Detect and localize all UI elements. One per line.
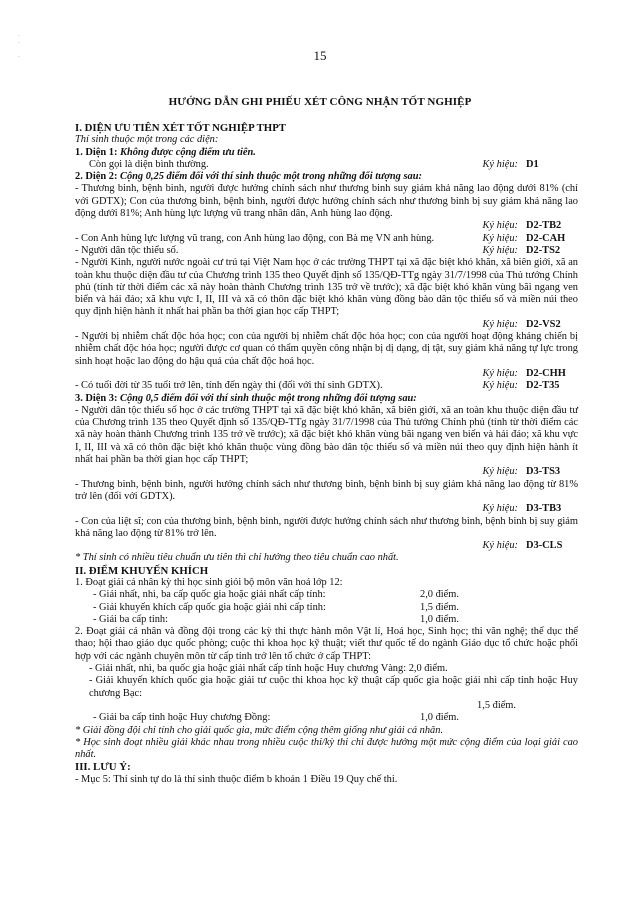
code-value: D2-CHH bbox=[526, 367, 566, 379]
code-value: D3-TB3 bbox=[526, 503, 562, 515]
dien-2-title: Cộng 0,25 điểm đối với thí sinh thuộc một trong những đối tượng sau: bbox=[120, 171, 422, 183]
d2-t35-row bbox=[75, 380, 578, 392]
d2-tb2-code bbox=[483, 220, 579, 232]
d3-cls-text: - Con của liệt sĩ; con của thương binh, bệnh binh, người được hưởng chính sách như thương binh, bệnh binh bị suy giảm khả năng lao động từ 81% trở lên. bbox=[75, 515, 578, 539]
d2-vs2-code-row bbox=[75, 319, 578, 331]
award-points: 1,5 điểm. bbox=[420, 601, 459, 613]
award-note-team: * Giải đồng đội chỉ tính cho giải quốc gia, mức điểm cộng thêm giống như giải cá nhân. bbox=[75, 724, 444, 736]
d2-t35-text: - Có tuổi đời từ 35 tuổi trở lên, tính đến ngày thi (đối với thí sinh GDTX). bbox=[75, 380, 383, 392]
d2-ts2-code bbox=[483, 245, 579, 257]
award-label: - Giải khuyến khích quốc gia hoặc giải tư cuộc thi khoa học kỹ thuật cấp quốc gia hoặc giải nhì cấp tỉnh hoặc Huy chương Bạc: bbox=[89, 675, 578, 699]
award-label: - Giải ba cấp tỉnh hoặc Huy chương Đồng: bbox=[93, 712, 271, 724]
award-2-bronze bbox=[75, 712, 578, 724]
d3-cls-code bbox=[483, 540, 579, 552]
code-label: Ký hiệu: bbox=[482, 244, 518, 256]
dien-3-heading bbox=[75, 393, 578, 405]
d2-ts2-text: - Người dân tộc thiểu số. bbox=[75, 244, 179, 256]
d2-t35-code bbox=[483, 380, 579, 392]
d3-ts3-text: - Người dân tộc thiểu số học ở các trường THPT tại xã đặc biệt khó khăn, xã biên giới, xã an toàn khu thuộc diện đầu tư của Chương trình 135 theo Quyết định số 135/QĐ-TTg ngày 31/7/1998 của Thủ tướng Chính phủ (tính từ thời điểm các xã này hoàn thành Chương trình 135 trở về trước); xã đặc biệt khó khăn vùng bãi ngang ven biển và hải đảo; xã khu vực I, II, III và xã có thôn đặc biệt khó khăn thuộc vùng đồng bào dân tộc thiểu số và miền núi theo quy định hiện hành ít nhất hai phần ba thời gian học cấp THPT; bbox=[75, 404, 578, 466]
code-label: Ký hiệu: bbox=[482, 367, 518, 379]
code-value: D1 bbox=[526, 158, 539, 170]
scan-specks: . . . bbox=[18, 29, 20, 59]
award-2-gold bbox=[75, 663, 578, 675]
award-points: 2,0 điểm. bbox=[420, 589, 459, 601]
code-label: Ký hiệu: bbox=[482, 158, 518, 170]
code-value: D2-TB2 bbox=[526, 220, 562, 232]
code-value: D2-CAH bbox=[526, 232, 566, 244]
d2-cah-row bbox=[75, 233, 578, 245]
dien-1-title: Không được cộng điểm ưu tiên. bbox=[120, 146, 256, 158]
d3-tb3-code bbox=[483, 503, 579, 515]
code-value: D2-TS2 bbox=[526, 244, 561, 256]
d2-vs2-code bbox=[483, 319, 579, 331]
dien-2-heading bbox=[75, 171, 578, 183]
code-label: Ký hiệu: bbox=[482, 503, 518, 515]
d2-tb2-code-row bbox=[75, 220, 578, 232]
dien-1-row bbox=[75, 159, 578, 171]
award-label: - Giải nhất, nhì, ba quốc gia hoặc giải nhất cấp tỉnh hoặc Huy chương Vàng: bbox=[89, 663, 407, 675]
code-label: Ký hiệu: bbox=[482, 318, 518, 330]
section-1-heading: I. DIỆN ƯU TIÊN XÉT TỐT NGHIỆP THPT bbox=[75, 122, 287, 134]
dien-3-prefix: 3. Diện 3: bbox=[75, 392, 121, 404]
award-points: 1,5 điểm. bbox=[477, 699, 516, 711]
award-1-item bbox=[75, 602, 578, 614]
code-label: Ký hiệu: bbox=[482, 220, 518, 232]
code-label: Ký hiệu: bbox=[482, 232, 518, 244]
dien-3-title: Cộng 0,5 điểm đối với thí sinh thuộc một trong những đối tượng sau: bbox=[120, 392, 417, 404]
code-label: Ký hiệu: bbox=[482, 540, 518, 552]
section-3-heading: III. LƯU Ý: bbox=[75, 761, 131, 774]
award-label: - Giải nhất, nhì, ba cấp quốc gia hoặc giải nhất cấp tỉnh: bbox=[93, 589, 326, 601]
award-label: - Giải ba cấp tỉnh: bbox=[93, 613, 169, 625]
award-1-item bbox=[75, 614, 578, 626]
d2-chh-text: - Người bị nhiễm chất độc hóa học; con của người bị nhiễm chất độc hóa học; con của người hoạt động kháng chiến bị nhiễm chất độc hóa học; người được cơ quan có thẩm quyền công nhận bị dị dạng, dị tật, suy giảm khả năng tự lực trong sinh hoạt hoặc lao động do hậu quả của chất độc hoá học. bbox=[75, 331, 578, 367]
award-2-silver bbox=[75, 675, 578, 700]
section-3-line: - Mục 5: Thí sinh tự do là thí sinh thuộc điểm b khoản 1 Điều 19 Quy chế thi. bbox=[75, 773, 398, 785]
dien-1-prefix: 1. Diện 1: bbox=[75, 146, 121, 158]
code-label: Ký hiệu: bbox=[482, 466, 518, 478]
page-title: HƯỚNG DẪN GHI PHIẾU XÉT CÔNG NHẬN TỐT NGHIỆP bbox=[168, 96, 472, 108]
d2-ts2-row bbox=[75, 245, 578, 257]
d2-cah-text: - Con Anh hùng lực lượng vũ trang, con Anh hùng lao động, con Bà mẹ VN anh hùng. bbox=[75, 232, 435, 244]
section-2-heading: II. ĐIỂM KHUYẾN KHÍCH bbox=[75, 564, 209, 577]
code-value: D3-CLS bbox=[526, 540, 563, 552]
d3-ts3-code bbox=[483, 466, 579, 478]
d3-tb3-text: - Thương binh, bệnh binh, người hưởng chính sách như thương binh, bệnh binh bị suy giảm khả năng lao động từ 81% trở lên (đối với GDTX). bbox=[75, 478, 578, 502]
award-points: 1,0 điểm. bbox=[420, 613, 459, 625]
dien-1-heading bbox=[75, 147, 578, 159]
dien-1-code bbox=[483, 159, 579, 171]
code-value: D2-VS2 bbox=[526, 318, 561, 330]
priority-note: * Thí sinh có nhiều tiêu chuẩn ưu tiên thì chỉ hưởng theo tiêu chuẩn cao nhất. bbox=[75, 552, 399, 564]
award-2-intro: 2. Đoạt giải cá nhân và đồng đội trong các kỳ thi thực hành môn Vật lí, Hoá học, Sinh học; thi văn nghệ; thể dục thể thao; hội thao giáo dục quốc phòng; cuộc thi khoa học kỹ thuật; viết thư quốc tế do ngành Giáo dục tổ chức hoặc phối hợp với các ngành chuyên môn từ cấp tỉnh trở lên tổ chức ở cấp THPT: bbox=[75, 626, 578, 662]
code-value: D3-TS3 bbox=[526, 466, 561, 478]
award-label: - Giải khuyến khích cấp quốc gia hoặc giải nhì cấp tỉnh: bbox=[93, 601, 326, 613]
d3-cls-code-row bbox=[75, 540, 578, 552]
code-value: D2-T35 bbox=[526, 380, 560, 392]
d2-chh-code-row bbox=[75, 368, 578, 380]
d2-tb2-text: - Thương binh, bệnh binh, người được hưởng chính sách như thương binh suy giảm khả năng lao động dưới 81% (chỉ với GDTX); Con của thương binh, bệnh binh, người được hưởng chính sách như thương binh bị suy giảm khả năng lao động dưới 81%; Anh hùng lực lượng vũ trang nhân dân, Anh hùng lao động. bbox=[75, 183, 578, 220]
award-note-multiple: * Học sinh đoạt nhiều giải khác nhau trong nhiều cuộc thi/kỳ thi chỉ được hưởng một mức cộng điểm của loại giải cao nhất. bbox=[75, 736, 578, 761]
dien-2-prefix: 2. Diện 2: bbox=[75, 171, 121, 183]
award-2-silver-value-row bbox=[75, 700, 578, 712]
section-1-intro: Thí sinh thuộc một trong các diện: bbox=[75, 134, 219, 146]
code-label: Ký hiệu: bbox=[482, 380, 518, 392]
award-1-intro: 1. Đoạt giải cá nhân kỳ thi học sinh giỏi bộ môn văn hoá lớp 12: bbox=[75, 576, 343, 588]
d2-cah-code bbox=[483, 233, 579, 245]
award-points: 2,0 điểm. bbox=[408, 663, 448, 675]
document-body bbox=[75, 122, 578, 786]
award-1-item bbox=[75, 589, 578, 601]
d3-tb3-code-row bbox=[75, 503, 578, 515]
d2-kinh-text: - Người Kinh, người nước ngoài cư trú tại Việt Nam học ở các trường THPT tại xã đặc biệt khó khăn, xã biên giới, xã an toàn khu thuộc diện đầu tư của Chương trình 135 theo Quyết định số 135/QĐ-TTg ngày 31/7/1998 của Thủ tướng Chính phủ (tính từ thời điểm các xã này hoàn thành Chương trình 135 trở về trước); xã đặc biệt khó khăn vùng bãi ngang ven biển và hải đảo; xã khu vực I, II, III và xã có thôn đặc biệt khó khăn vùng đồng bào dân tộc thiểu số và miền núi theo quy định hiện hành ít nhất hai phần ba thời gian học cấp THPT; bbox=[75, 257, 578, 318]
d3-ts3-code-row bbox=[75, 466, 578, 478]
d2-chh-code bbox=[483, 368, 579, 380]
page-number: 15 bbox=[313, 48, 327, 63]
dien-1-text: Còn gọi là diện bình thường. bbox=[89, 158, 209, 170]
award-points: 1,0 điểm. bbox=[420, 712, 459, 724]
